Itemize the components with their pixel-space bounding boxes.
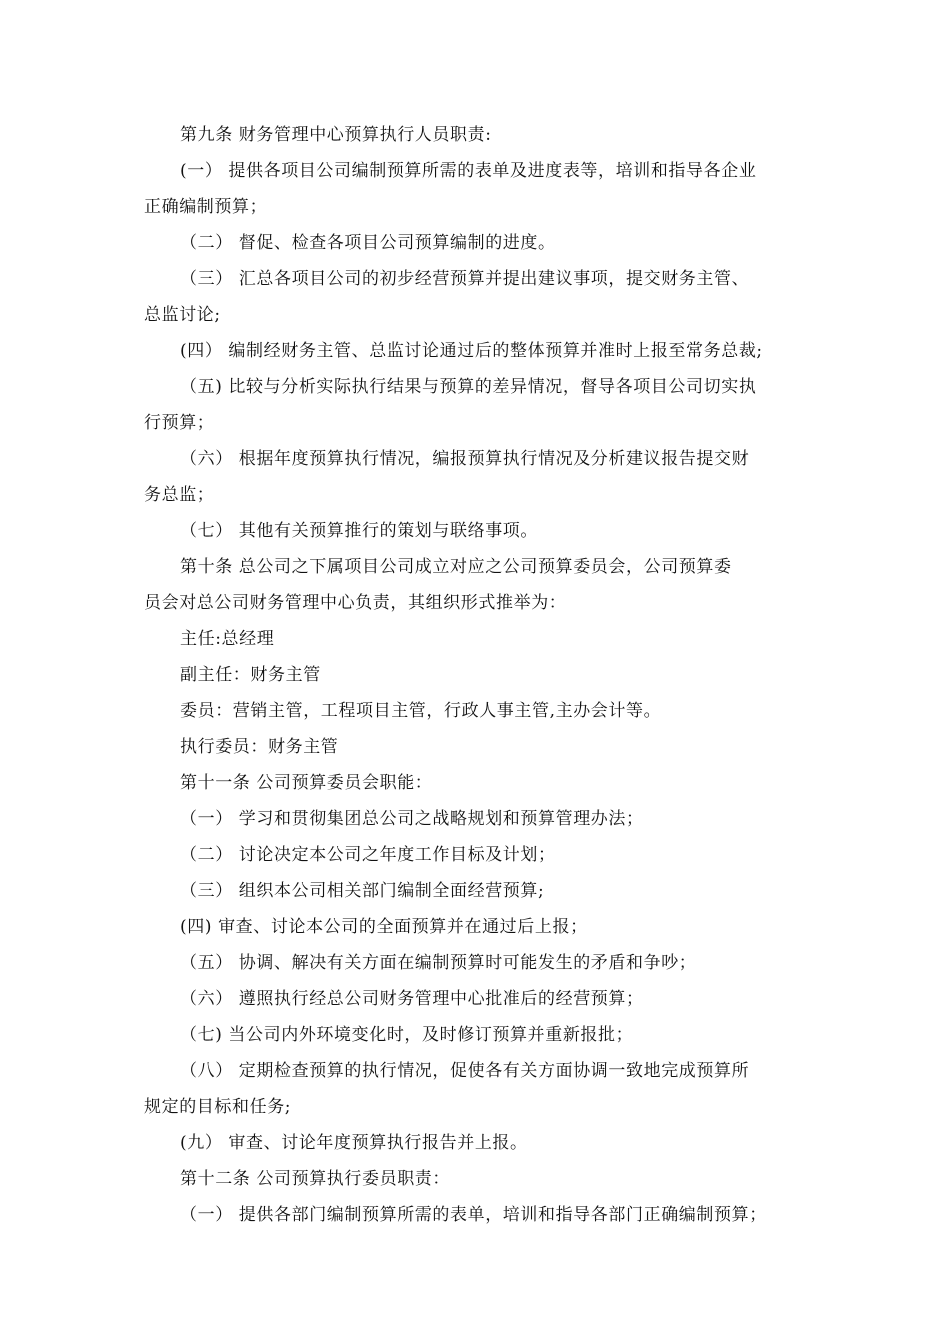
paragraph-line: （二） 督促、检查各项目公司预算编制的进度。 <box>180 233 556 253</box>
paragraph-line: （七) 当公司内外环境变化时，及时修订预算并重新报批； <box>180 1025 634 1045</box>
paragraph-line: （六） 根据年度预算执行情况，编报预算执行情况及分析建议报告提交财 <box>180 449 750 469</box>
article-10-heading: 第十条 总公司之下属项目公司成立对应之公司预算委员会，公司预算委 <box>180 557 732 577</box>
paragraph-line: （一） 提供各部门编制预算所需的表单，培训和指导各部门正确编制预算； <box>180 1205 767 1225</box>
paragraph-line: 规定的目标和任务; <box>144 1097 292 1117</box>
paragraph-line: （三） 组织本公司相关部门编制全面经营预算; <box>180 881 545 901</box>
paragraph-line: (四） 编制经财务主管、总监讨论通过后的整体预算并准时上报至常务总裁; <box>180 341 763 361</box>
paragraph-line: （七） 其他有关预算推行的策划与联络事项。 <box>180 521 539 541</box>
article-11-heading: 第十一条 公司预算委员会职能： <box>180 773 433 793</box>
paragraph-line: 行预算； <box>144 413 215 433</box>
paragraph-line: 员会对总公司财务管理中心负责，其组织形式推举为： <box>144 593 567 613</box>
paragraph-line: 正确编制预算； <box>144 197 268 217</box>
paragraph-line: （八） 定期检查预算的执行情况，促使各有关方面协调一致地完成预算所 <box>180 1061 750 1081</box>
paragraph-line: （五） 协调、解决有关方面在编制预算时可能发生的矛盾和争吵； <box>180 953 697 973</box>
paragraph-line: （五) 比较与分析实际执行结果与预算的差异情况，督导各项目公司切实执 <box>180 377 757 397</box>
paragraph-line: 副主任：财务主管 <box>180 665 321 685</box>
paragraph-line: （二） 讨论决定本公司之年度工作目标及计划； <box>180 845 556 865</box>
paragraph-line: 总监讨论; <box>144 305 221 325</box>
paragraph-line: 主任:总经理 <box>180 629 275 649</box>
paragraph-line: 执行委员：财务主管 <box>180 737 339 757</box>
paragraph-line: （一） 学习和贯彻集团总公司之战略规划和预算管理办法； <box>180 809 644 829</box>
paragraph-line: (四) 审查、讨论本公司的全面预算并在通过后上报； <box>180 917 588 937</box>
paragraph-line: （三） 汇总各项目公司的初步经营预算并提出建议事项，提交财务主管、 <box>180 269 750 289</box>
article-12-heading: 第十二条 公司预算执行委员职责： <box>180 1169 451 1189</box>
article-9-heading: 第九条 财务管理中心预算执行人员职责: <box>180 125 492 145</box>
paragraph-line: 委员：营销主管，工程项目主管，行政人事主管,主办会计等。 <box>180 701 662 721</box>
paragraph-line: (一） 提供各项目公司编制预算所需的表单及进度表等，培训和指导各企业 <box>180 161 757 181</box>
paragraph-line: (九） 审查、讨论年度预算执行报告并上报。 <box>180 1133 528 1153</box>
paragraph-line: （六） 遵照执行经总公司财务管理中心批准后的经营预算； <box>180 989 644 1009</box>
paragraph-line: 务总监； <box>144 485 215 505</box>
